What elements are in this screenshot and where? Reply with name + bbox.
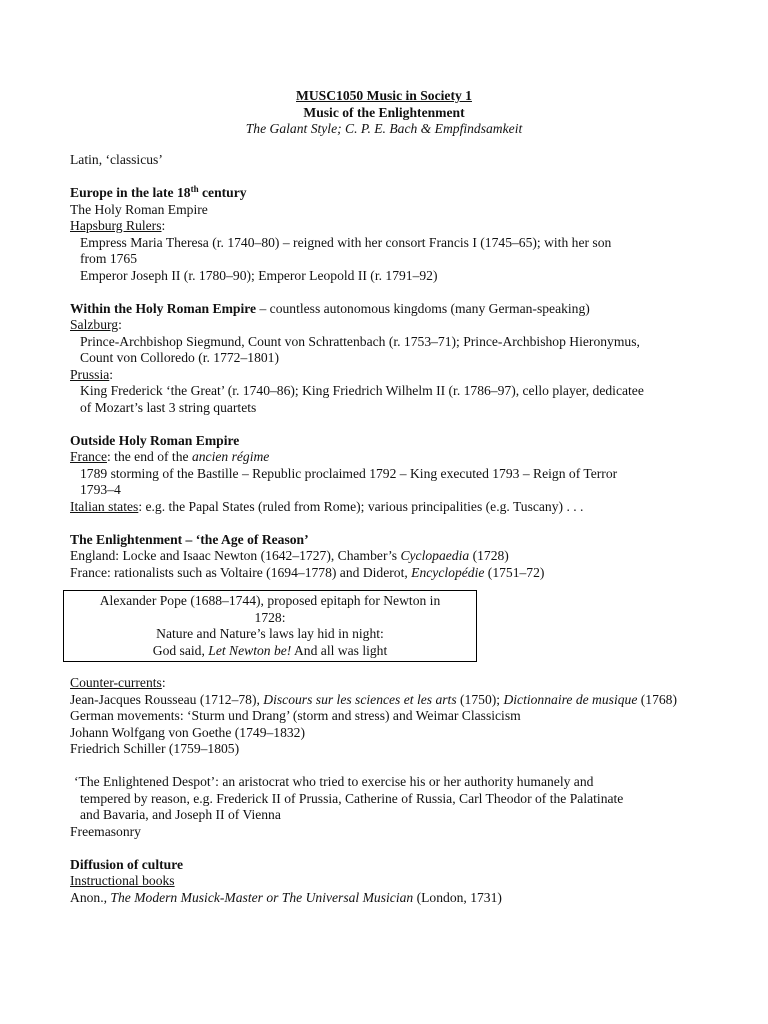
anon-italic: The Modern Musick-Master or The Universal Musician xyxy=(110,889,414,905)
colon: : xyxy=(118,317,122,332)
england-text: England: Locke and Isaac Newton (1642–1727), Chamber’s xyxy=(70,548,401,563)
rulers-label: Hapsburg Rulers xyxy=(70,218,162,233)
england-italic: Cyclopaedia xyxy=(400,548,470,563)
heading-text: century xyxy=(198,185,247,200)
france-rationalists-italic: Encyclopédie xyxy=(411,564,485,580)
salzburg-line: Count von Colloredo (r. 1772–1801) xyxy=(80,350,279,365)
books-label: Instructional books xyxy=(70,873,175,888)
heading-rest: – countless autonomous kingdoms (many German-speaking) xyxy=(256,300,590,316)
france-label: France xyxy=(70,449,107,464)
rousseau-italic: Dictionnaire de musique xyxy=(503,691,638,707)
intro-text: Latin, ‘classicus’ xyxy=(70,152,163,167)
spacer xyxy=(70,758,710,775)
spacer xyxy=(70,284,710,301)
spacer xyxy=(70,416,710,433)
heading-text: Within the Holy Roman Empire xyxy=(70,300,257,316)
goethe-line: Johann Wolfgang von Goethe (1749–1832) xyxy=(70,724,305,740)
document-header xyxy=(0,88,768,138)
heading-text: Europe in the late 18 xyxy=(70,185,191,200)
italian-label: Italian states xyxy=(70,498,139,514)
prussia-line: of Mozart’s last 3 string quartets xyxy=(80,399,257,415)
rousseau-text: Jean-Jacques Rousseau (1712–78), xyxy=(70,691,264,707)
lecture-subtitle: The Galant Style; C. P. E. Bach & Empfindsamkeit xyxy=(245,121,523,136)
anon-text: Anon., xyxy=(70,889,111,905)
quote-line: Alexander Pope (1688–1744), proposed epitaph for Newton in xyxy=(99,593,441,608)
france-line xyxy=(70,449,710,466)
france-rationalists-post: (1751–72) xyxy=(484,564,545,580)
spacer xyxy=(70,840,710,857)
section-outside xyxy=(70,433,710,516)
counter-label: Counter-currents xyxy=(70,675,162,690)
rousseau-italic: Discours sur les sciences et les arts xyxy=(263,691,457,707)
despot-line: tempered by reason, e.g. Frederick II of Prussia, Catherine of Russia, Carl Theodor of the Palatinate xyxy=(80,790,624,806)
superscript: th xyxy=(190,184,199,194)
section-heading-within xyxy=(70,301,710,318)
france-event-line: 1789 storming of the Bastille – Republic proclaimed 1792 – King executed 1793 – Reign of Terror xyxy=(80,465,618,481)
section-counter-currents xyxy=(70,675,710,758)
lecture-title: Music of the Enlightenment xyxy=(303,104,465,120)
france-rationalists-line xyxy=(70,565,710,582)
england-post: (1728) xyxy=(469,548,509,563)
quote-text: God said, xyxy=(152,642,209,658)
ruler-line: from 1765 xyxy=(80,251,138,266)
schiller-line: Friedrich Schiller (1759–1805) xyxy=(70,741,240,756)
section-heading-europe xyxy=(70,185,710,202)
anon-line xyxy=(70,890,710,907)
quote-line: 1728: xyxy=(254,609,286,625)
france-event-line: 1793–4 xyxy=(80,482,121,497)
france-rationalists-text: France: rationalists such as Voltaire (1694–1778) and Diderot, xyxy=(70,564,412,580)
german-movements-line: German movements: ‘Sturm und Drang’ (storm and stress) and Weimar Classicism xyxy=(70,708,521,723)
quote-line: Nature and Nature’s laws lay hid in night: xyxy=(156,626,384,641)
quote-box xyxy=(63,590,477,662)
despot-line: and Bavaria, and Joseph II of Vienna xyxy=(80,807,281,822)
colon: : xyxy=(161,675,166,690)
salzburg-label: Salzburg xyxy=(70,317,119,332)
ruler-line: Empress Maria Theresa (r. 1740–80) – reigned with her consort Francis I (1745–65); with her son xyxy=(80,234,612,250)
course-title: MUSC1050 Music in Society 1 xyxy=(296,88,472,103)
quote-line xyxy=(68,643,472,660)
section-enlightenment xyxy=(70,532,710,582)
italian-line xyxy=(70,499,710,516)
rulers-label-line xyxy=(70,218,710,235)
section-diffusion xyxy=(70,857,710,907)
spacer xyxy=(70,515,710,532)
section-heading-outside: Outside Holy Roman Empire xyxy=(70,432,240,448)
rousseau-text: (1768) xyxy=(637,691,677,707)
empire-text: The Holy Roman Empire xyxy=(70,201,208,217)
section-heading-enlightenment: The Enlightenment – ‘the Age of Reason’ xyxy=(70,531,309,547)
quote-text: And all was light xyxy=(291,642,388,658)
section-europe xyxy=(70,185,710,284)
prussia-label: Prussia xyxy=(70,366,110,382)
section-within xyxy=(70,301,710,417)
salzburg-label-line xyxy=(70,317,710,334)
rousseau-text: (1750); xyxy=(456,691,504,707)
counter-label-line xyxy=(70,675,710,692)
quote-italic: Let Newton be! xyxy=(208,642,292,658)
section-heading-diffusion: Diffusion of culture xyxy=(70,856,184,872)
france-italic: ancien régime xyxy=(191,449,270,464)
prussia-line: King Frederick ‘the Great’ (r. 1740–86); King Friedrich Wilhelm II (r. 1786–97), cello player, dedicatee xyxy=(80,383,644,398)
colon: : xyxy=(161,218,166,233)
salzburg-line: Prince-Archbishop Siegmund, Count von Schrattenbach (r. 1753–71); Prince-Archbishop Hieronymus, xyxy=(80,333,640,349)
document-body xyxy=(70,152,710,906)
despot-line: ‘The Enlightened Despot’: an aristocrat who tried to exercise his or her authority humanely and xyxy=(74,774,594,789)
france-text: : the end of the xyxy=(107,449,192,464)
freemasonry-line: Freemasonry xyxy=(70,823,141,839)
prussia-label-line xyxy=(70,367,710,384)
spacer xyxy=(70,169,710,186)
ruler-line: Emperor Joseph II (r. 1780–90); Emperor Leopold II (r. 1791–92) xyxy=(80,267,438,283)
anon-text: (London, 1731) xyxy=(413,889,502,905)
italian-text: : e.g. the Papal States (ruled from Rome); various principalities (e.g. Tuscany) . . . xyxy=(138,498,584,514)
section-despot xyxy=(70,774,710,840)
rousseau-line xyxy=(70,692,710,709)
england-line xyxy=(70,548,710,565)
colon: : xyxy=(109,366,114,382)
